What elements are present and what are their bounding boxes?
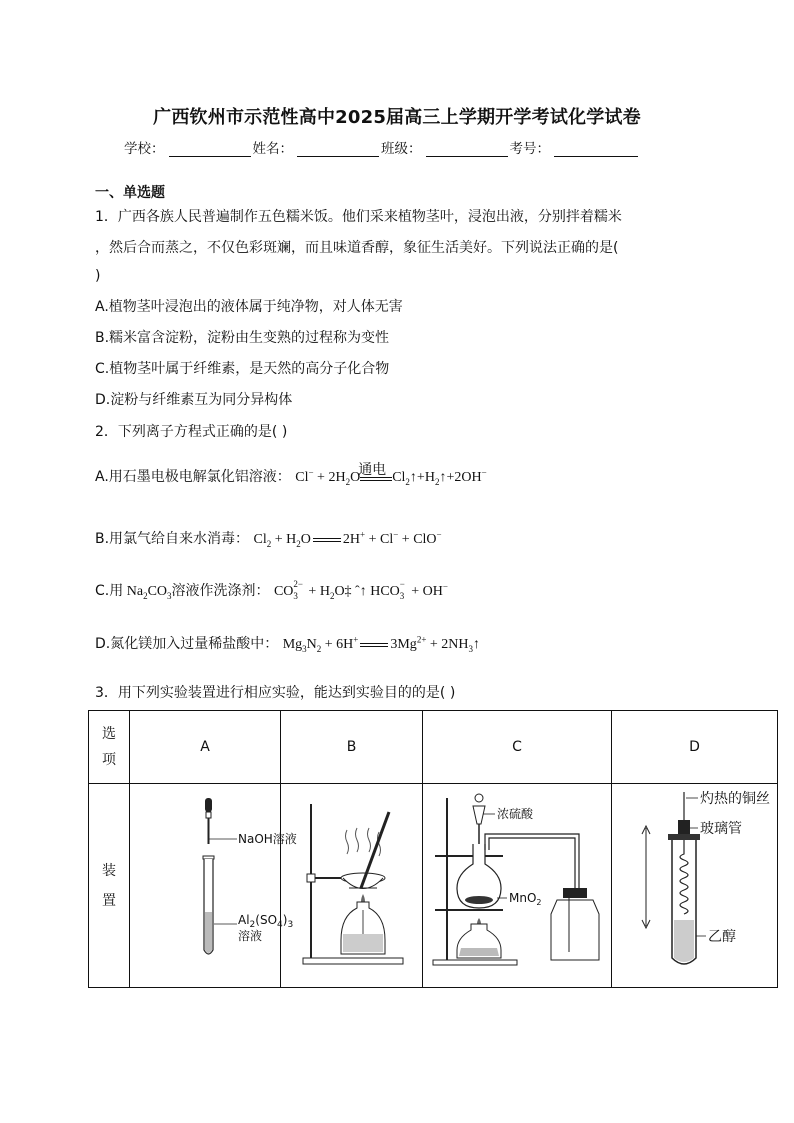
name-blank[interactable] [297, 141, 379, 157]
number-blank[interactable] [554, 141, 638, 157]
apparatus-c [423, 784, 612, 988]
label-mno2: MnO$_2$ [509, 891, 542, 907]
apparatus-c-drawing [423, 784, 611, 983]
class-blank[interactable] [426, 141, 508, 157]
q1-option-d: D.淀粉与纤维素互为同分异构体 [95, 392, 293, 408]
q1-option-a: A.植物茎叶浸泡出的液体属于纯净物，对人体无害 [95, 299, 403, 315]
q1-option-b: B.糯米富含淀粉，淀粉由生变熟的过程称为变性 [95, 330, 390, 346]
label-solution: 溶液 [238, 929, 263, 943]
q2-stem: 2．下列离子方程式正确的是( ) [95, 424, 288, 440]
q3-apparatus-table [88, 710, 778, 988]
q2-option-d [95, 633, 480, 654]
q2-a-equation: $Cl^- + 2H_2O$ 通电 $Cl_2↑+H_2↑+2OH^-$ [295, 470, 486, 485]
header-col-d: D [612, 711, 778, 784]
school-label: 学校： [124, 141, 165, 157]
q3-stem: 3．用下列实验装置进行相应实验，能达到实验目的的是( ) [95, 685, 456, 701]
q2-c-equation: CO $_{2- 3} + H_2O\ddagger$ ˆ↑ HCO $_{- 3}$ + OH− [273, 578, 448, 601]
q2-a-condition: 通电 [358, 462, 387, 478]
q1-option-c: C.植物茎叶属于纤维素，是天然的高分子化合物 [95, 361, 390, 377]
label-naoh: NaOH溶液 [238, 832, 297, 846]
label-al2so43: $Al_2(SO_4)_3$ [238, 913, 294, 930]
q2-a-text: A.用石墨电极电解氯化铝溶液： [95, 469, 291, 485]
header-device: 装 置 [89, 784, 130, 988]
q2-c-text2: 溶液作洗涤剂： [171, 583, 270, 599]
student-info-line [124, 137, 640, 157]
number-label: 考号： [509, 141, 550, 157]
apparatus-b-drawing [281, 784, 422, 983]
apparatus-a [130, 784, 297, 988]
q1-stem-line1: 1．广西各族人民普遍制作五色糯米饭。他们采来植物茎叶，浸泡出液，分别拌着糯米 [95, 209, 622, 225]
apparatus-b [281, 784, 423, 988]
q2-d-text: D.氮化镁加入过量稀盐酸中： [95, 636, 279, 652]
label-ethanol: 乙醇 [708, 929, 736, 945]
apparatus-a-drawing [130, 784, 297, 983]
header-option: 选 项 [89, 711, 130, 784]
q2-b-text: B.用氯气给自来水消毒： [95, 531, 250, 547]
q2-d-equation: $Mg_3N_2 + 6H^+$ $3Mg^{2+}$ + $2NH_3↑$ [282, 634, 481, 654]
q1-stem-line3: ) [95, 268, 101, 284]
q2-option-a [95, 462, 487, 487]
apparatus-d [612, 784, 778, 988]
class-label: 班级： [381, 141, 422, 157]
label-hot-copper-wire: 灼热的铜丝 [700, 791, 770, 807]
page-title: 广西钦州市示范性高中2025届高三上学期开学考试化学试卷 [153, 107, 641, 128]
section-heading: 一、单选题 [95, 185, 165, 201]
label-conc-h2so4: 浓硫酸 [497, 807, 534, 821]
q2-option-c [95, 580, 448, 601]
label-glass-tube: 玻璃管 [700, 821, 742, 837]
apparatus-d-drawing [612, 784, 777, 983]
header-col-a: A [130, 711, 281, 784]
name-label: 姓名： [252, 141, 293, 157]
school-blank[interactable] [169, 141, 251, 157]
q2-c-text: C.用 [95, 583, 124, 599]
header-col-c: C [423, 711, 612, 784]
q2-c-formula: $Na_2CO_3$ [123, 584, 172, 601]
q1-stem-line2: ，然后合而蒸之，不仅色彩斑斓，而且味道香醇，象征生活美好。下列说法正确的是( [95, 240, 619, 256]
q2-b-equation: $Cl_2 + H_2O$ 2H+ + Cl− + ClO− [253, 529, 442, 549]
q2-option-b [95, 528, 442, 549]
header-col-b: B [281, 711, 423, 784]
